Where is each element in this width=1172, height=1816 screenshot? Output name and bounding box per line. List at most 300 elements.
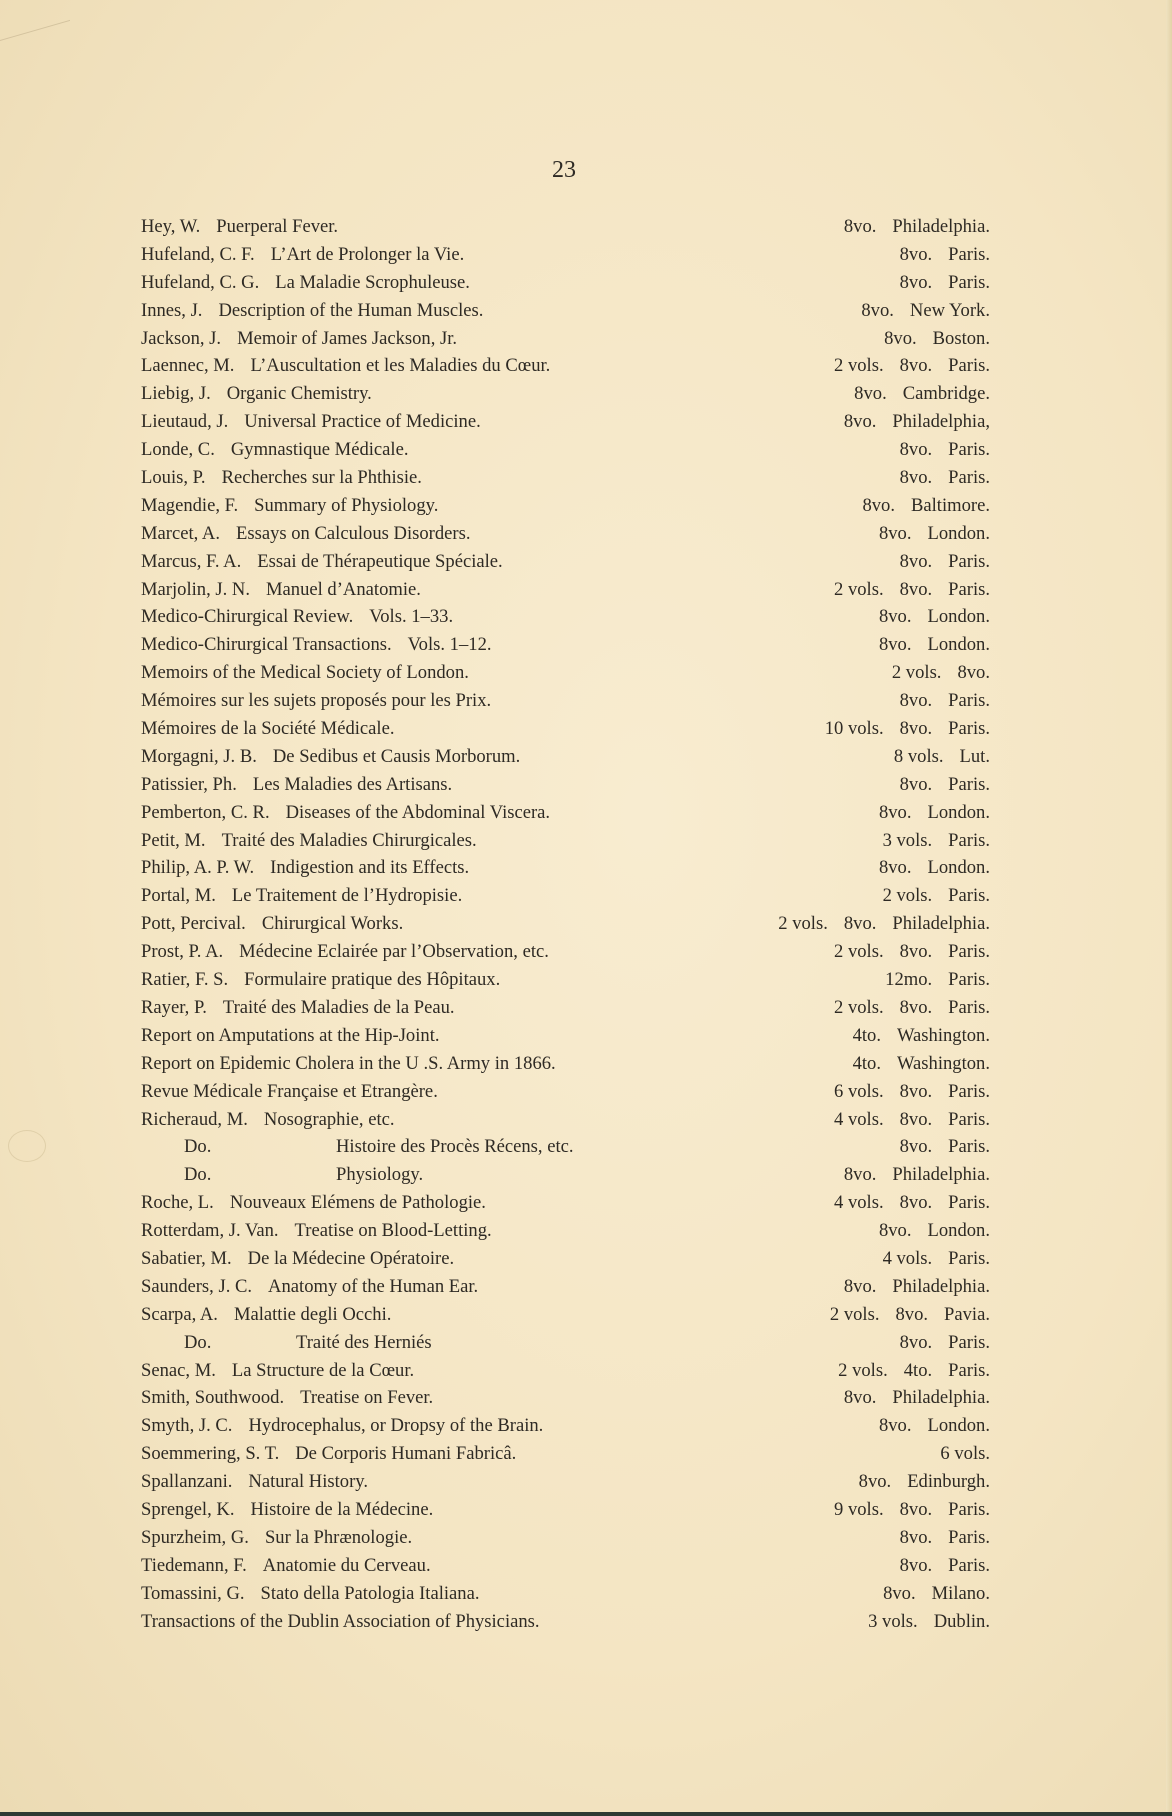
publication-detail: Paris. (948, 355, 990, 377)
entry-text (141, 1524, 412, 1552)
entry-text (141, 631, 492, 659)
bibliography-entry (0, 1022, 1172, 1050)
publication-detail: 8vo. (899, 1192, 933, 1214)
publication-detail: Baltimore. (910, 494, 990, 516)
publication-detail: Philadelphia. (892, 1387, 990, 1409)
entry-text (141, 687, 491, 715)
publication-detail: 2 vols. (882, 885, 933, 907)
entry-title: Revue Médicale Française et Etrangère. (141, 1080, 438, 1102)
entry-text (141, 827, 477, 855)
publication-detail: Paris. (948, 578, 990, 600)
entry-publication (825, 715, 990, 743)
publication-detail: 8vo. (899, 996, 933, 1018)
entry-title: Report on Amputations at the Hip-Joint. (141, 1024, 440, 1046)
entry-author: Do. (184, 1136, 212, 1158)
bibliography-entry (0, 827, 1172, 855)
entry-publication (900, 241, 990, 269)
entry-text (141, 1133, 574, 1161)
publication-detail: London. (927, 522, 990, 544)
entry-author: Portal, M. (141, 885, 216, 907)
entry-text (141, 994, 455, 1022)
scan-border (0, 1812, 1172, 1816)
publication-detail: 8vo. (899, 1526, 933, 1548)
publication-detail: 8vo. (899, 690, 933, 712)
entry-author: Marcus, F. A. (141, 550, 242, 572)
entry-publication (879, 520, 990, 548)
entry-title: Les Maladies des Artisans. (252, 773, 453, 795)
publication-detail: Paris. (948, 1192, 990, 1214)
entry-text (141, 520, 470, 548)
entry-text (141, 269, 470, 297)
entry-publication (900, 687, 990, 715)
entry-text (141, 1245, 454, 1273)
publication-detail: 8vo. (861, 299, 894, 321)
entry-author: Liebig, J. (141, 383, 211, 405)
entry-publication (883, 882, 990, 910)
entry-text (141, 213, 338, 241)
entry-publication (894, 743, 990, 771)
publication-detail: 8vo. (862, 494, 895, 516)
publication-detail: 8vo. (899, 578, 933, 600)
entry-publication (854, 380, 990, 408)
entry-author: Smyth, J. C. (141, 1415, 233, 1437)
publication-detail: 8vo. (899, 271, 933, 293)
entry-publication (838, 1357, 990, 1385)
entry-publication (879, 1217, 990, 1245)
bibliography-entry (0, 436, 1172, 464)
publication-detail: 2 vols. (834, 355, 884, 377)
publication-detail: 8vo. (843, 411, 877, 433)
publication-detail: 8vo. (899, 941, 933, 963)
bibliography-entry (0, 1496, 1172, 1524)
entry-author: Prost, P. A. (141, 941, 224, 963)
publication-detail: Paris. (948, 996, 990, 1018)
entry-title: Malattie degli Occhi. (233, 1303, 392, 1325)
entry-publication (883, 1580, 990, 1608)
bibliography-entry (0, 910, 1172, 938)
entry-author: Rayer, P. (141, 996, 207, 1018)
entry-text (141, 743, 520, 771)
publication-detail: London. (927, 1220, 990, 1242)
entry-title: Stato della Patologia Italiana. (260, 1582, 480, 1604)
entry-title: Vols. 1–12. (407, 634, 492, 656)
entry-text (141, 464, 422, 492)
entry-title: Report on Epidemic Cholera in the U .S. Army in 1866. (141, 1052, 556, 1074)
entry-title: Natural History. (248, 1471, 369, 1493)
entry-title: Anatomie du Cerveau. (262, 1554, 431, 1576)
entry-publication (861, 297, 990, 325)
publication-detail: Paris. (948, 1108, 990, 1130)
publication-detail: 8vo. (843, 1387, 877, 1409)
entry-text (141, 966, 500, 994)
bibliography-entry (0, 743, 1172, 771)
entry-publication (834, 1496, 990, 1524)
entry-publication (885, 966, 990, 994)
entry-publication (892, 659, 990, 687)
publication-detail: Philadelphia. (892, 1275, 990, 1297)
publication-detail: Paris. (948, 969, 990, 991)
publication-detail: 8vo. (858, 1471, 892, 1493)
entry-title: L’Auscultation et les Maladies du Cœur. (250, 355, 551, 377)
entry-title: Histoire de la Médecine. (250, 1498, 434, 1520)
bibliography-entry (0, 1384, 1172, 1412)
bibliography-entry (0, 1552, 1172, 1580)
entry-text (141, 1022, 440, 1050)
entry-author: Ratier, F. S. (141, 969, 229, 991)
entry-author: Richeraud, M. (141, 1108, 248, 1130)
entry-title: De Sedibus et Causis Morborum. (272, 745, 521, 767)
bibliography-entry (0, 1106, 1172, 1134)
entry-publication (834, 1078, 990, 1106)
entry-author: Marcet, A. (141, 522, 220, 544)
publication-detail: Edinburgh. (907, 1471, 990, 1493)
entry-text (141, 882, 462, 910)
bibliography-entry (0, 297, 1172, 325)
publication-detail: 4 vols. (882, 1247, 933, 1269)
bibliography-entry (0, 1245, 1172, 1273)
publication-detail: 8vo. (883, 1582, 916, 1604)
entry-publication (900, 1133, 990, 1161)
entry-author: Sprengel, K. (141, 1498, 235, 1520)
entry-author: Marjolin, J. N. (141, 578, 250, 600)
entry-author: Spurzheim, G. (141, 1526, 249, 1548)
publication-detail: 8vo. (899, 355, 933, 377)
publication-detail: 2 vols. (838, 1359, 888, 1381)
entry-publication (940, 1440, 990, 1468)
entry-publication (778, 910, 990, 938)
bibliography-entry (0, 966, 1172, 994)
bibliography-entry (0, 1217, 1172, 1245)
bibliography-entry (0, 464, 1172, 492)
entry-publication (879, 631, 990, 659)
publication-detail: 8 vols. (893, 745, 944, 767)
publication-detail: 8vo. (899, 1498, 933, 1520)
publication-detail: 8vo. (878, 606, 912, 628)
bibliography-entry (0, 799, 1172, 827)
bibliography-entry (0, 603, 1172, 631)
publication-detail: 12mo. (885, 969, 933, 991)
entry-text (141, 1078, 438, 1106)
entry-author: Morgagni, J. B. (141, 745, 257, 767)
publication-detail: 8vo. (899, 1331, 933, 1353)
publication-detail: 2 vols. (829, 1303, 880, 1325)
publication-detail: Paris. (948, 550, 990, 572)
publication-detail: Washington. (896, 1052, 990, 1074)
entry-text (141, 1580, 479, 1608)
bibliography-entry (0, 1580, 1172, 1608)
publication-detail: 8vo. (899, 718, 933, 740)
bibliography-entry (0, 520, 1172, 548)
publication-detail: 8vo. (843, 913, 877, 935)
entry-author: Magendie, F. (141, 494, 239, 516)
torn-corner (0, 0, 70, 41)
entry-title: Traité des Maladies Chirurgicales. (221, 829, 477, 851)
entry-author: Do. (184, 1331, 212, 1353)
publication-detail: 8vo. (957, 662, 990, 684)
bibliography-entry (0, 1161, 1172, 1189)
page-number: 23 (552, 157, 576, 183)
bibliography-entry (0, 1468, 1172, 1496)
publication-detail: 8vo. (884, 327, 917, 349)
entry-title: De Corporis Humani Fabricâ. (295, 1443, 517, 1465)
publication-detail: Philadelphia. (892, 913, 990, 935)
entry-author: Pott, Percival. (141, 913, 246, 935)
entry-author: Medico-Chirurgical Review. (141, 606, 354, 628)
entry-publication (900, 436, 990, 464)
publication-detail: 3 vols. (868, 1610, 918, 1632)
entry-text (141, 241, 464, 269)
entry-author: Lieutaud, J. (141, 411, 229, 433)
entry-title: Hydrocephalus, or Dropsy of the Brain. (248, 1415, 544, 1437)
publication-detail: 8vo. (895, 1303, 929, 1325)
entry-title: Médecine Eclairée par l’Observation, etc. (239, 941, 549, 963)
bibliography-entry (0, 1412, 1172, 1440)
publication-detail: Paris. (948, 1136, 990, 1158)
publication-detail: Paris. (948, 1359, 990, 1381)
entry-text (141, 1217, 492, 1245)
entry-publication (853, 1050, 990, 1078)
publication-detail: Paris. (948, 467, 990, 489)
bibliography-entry (0, 882, 1172, 910)
publication-detail: 8vo. (899, 439, 933, 461)
publication-detail: 6 vols. (834, 1080, 884, 1102)
bibliography-entry (0, 1608, 1172, 1636)
publication-detail: 2 vols. (778, 913, 828, 935)
entry-author: Sabatier, M. (141, 1247, 232, 1269)
entry-title: La Structure de la Cœur. (231, 1359, 415, 1381)
entry-publication (900, 1524, 990, 1552)
publication-detail: London. (927, 606, 990, 628)
publication-detail: Paris. (948, 885, 990, 907)
bibliography-entry (0, 1440, 1172, 1468)
publication-detail: 8vo. (878, 634, 912, 656)
publication-detail: Paris. (948, 829, 990, 851)
publication-detail: Philadelphia, (892, 411, 990, 433)
entry-publication (900, 269, 990, 297)
entry-author: Louis, P. (141, 467, 206, 489)
entry-title: L’Art de Prolonger la Vie. (270, 243, 465, 265)
entry-author: Jackson, J. (141, 327, 222, 349)
bibliography-entry (0, 1329, 1172, 1357)
publication-detail: Paris. (948, 1526, 990, 1548)
entry-title: Memoirs of the Medical Society of London. (141, 662, 469, 684)
publication-detail: Paris. (948, 1247, 990, 1269)
publication-detail: 8vo. (843, 216, 877, 237)
entry-author: Senac, M. (141, 1359, 216, 1381)
publication-detail: Paris. (948, 718, 990, 740)
entry-title: Memoir of James Jackson, Jr. (237, 327, 458, 349)
entry-title: Chirurgical Works. (261, 913, 404, 935)
bibliography-entry (0, 631, 1172, 659)
publication-detail: New York. (909, 299, 990, 321)
entry-text (141, 325, 457, 353)
publication-detail: 4to. (903, 1359, 933, 1381)
publication-detail: Paris. (948, 773, 990, 795)
entry-author: Scarpa, A. (141, 1303, 218, 1325)
entry-title: La Maladie Scrophuleuse. (275, 271, 470, 293)
publication-detail: Paris. (948, 1554, 990, 1576)
entry-publication (879, 603, 990, 631)
entry-publication (844, 408, 990, 436)
bibliography-entry (0, 994, 1172, 1022)
entry-publication (834, 938, 990, 966)
entry-publication (868, 1608, 990, 1636)
entry-text (141, 854, 469, 882)
publication-detail: 8vo. (899, 550, 933, 572)
publication-detail: 8vo. (878, 1220, 912, 1242)
entry-text (141, 715, 395, 743)
publication-detail: 8vo. (878, 522, 912, 544)
bibliography-entry (0, 715, 1172, 743)
entry-text (141, 910, 403, 938)
publication-detail: London. (927, 801, 990, 823)
entry-title: Manuel d’Anatomie. (265, 578, 421, 600)
entry-title: Transactions of the Dublin Association of Physicians. (141, 1610, 540, 1632)
bibliography-entry (0, 1189, 1172, 1217)
entry-text (141, 1468, 368, 1496)
bibliography-entry (0, 241, 1172, 269)
entry-author: Hey, W. (141, 216, 201, 237)
publication-detail: Milano. (931, 1582, 990, 1604)
entry-text (141, 576, 421, 604)
publication-detail: London. (927, 1415, 990, 1437)
entry-publication (900, 1552, 990, 1580)
entry-title: Essai de Thérapeutique Spéciale. (257, 550, 503, 572)
publication-detail: Washington. (896, 1024, 990, 1046)
entry-author: Do. (184, 1164, 212, 1186)
entry-text (141, 1384, 433, 1412)
publication-detail: 4to. (852, 1052, 881, 1074)
publication-detail: 8vo. (843, 1275, 877, 1297)
publication-detail: 8vo. (878, 1415, 912, 1437)
entry-title: Organic Chemistry. (226, 383, 372, 405)
bibliography-entry (0, 1133, 1172, 1161)
publication-detail: 8vo. (899, 1136, 933, 1158)
entry-text (141, 1050, 556, 1078)
publication-detail: 2 vols. (834, 996, 884, 1018)
entry-publication (844, 1273, 990, 1301)
bibliography-entry (0, 269, 1172, 297)
bibliography-entry (0, 771, 1172, 799)
publication-detail: 8vo. (854, 383, 887, 405)
entry-title: De la Médecine Opératoire. (247, 1247, 455, 1269)
publication-detail: Paris. (948, 1498, 990, 1520)
entry-author: Saunders, J. C. (141, 1275, 253, 1297)
entry-title: Anatomy of the Human Ear. (268, 1275, 479, 1297)
publication-detail: 8vo. (899, 467, 933, 489)
bibliography-entry (0, 548, 1172, 576)
bibliography-entry (0, 325, 1172, 353)
bibliography-entry (0, 492, 1172, 520)
entry-publication (883, 1245, 990, 1273)
entry-title: Le Traitement de l’Hydropisie. (231, 885, 463, 907)
publication-detail: London. (927, 634, 990, 656)
entry-publication (844, 213, 990, 241)
bibliography-entry (0, 938, 1172, 966)
entry-author: Tomassini, G. (141, 1582, 245, 1604)
bibliography-entry (0, 1301, 1172, 1329)
bibliography-entry (0, 687, 1172, 715)
publication-detail: 8vo. (899, 243, 933, 265)
publication-detail: Paris. (948, 690, 990, 712)
entry-text (141, 1189, 486, 1217)
publication-detail: Paris. (948, 243, 990, 265)
entry-publication (834, 994, 990, 1022)
publication-detail: 2 vols. (834, 941, 884, 963)
entry-text (141, 659, 469, 687)
entry-text (141, 1273, 478, 1301)
entry-title: Treatise on Fever. (300, 1387, 434, 1409)
entry-text (141, 1496, 433, 1524)
entry-author: Innes, J. (141, 299, 203, 321)
entry-title: Sur la Phrænologie. (264, 1526, 413, 1548)
entry-publication (879, 1412, 990, 1440)
bibliography-entry (0, 1050, 1172, 1078)
publication-detail: Philadelphia. (892, 1164, 990, 1186)
entry-title: Physiology. (336, 1164, 424, 1186)
publication-detail: London. (927, 857, 990, 879)
bibliography-list (0, 213, 1172, 1635)
publication-detail: Paris. (948, 1080, 990, 1102)
entry-text (141, 408, 481, 436)
entry-text (141, 938, 549, 966)
entry-author: Smith, Southwood. (141, 1387, 285, 1409)
publication-detail: 4to. (852, 1024, 881, 1046)
entry-text (141, 436, 408, 464)
entry-author: Rotterdam, J. Van. (141, 1220, 279, 1242)
entry-title: Mémoires sur les sujets proposés pour les Prix. (141, 690, 492, 712)
entry-title: Formulaire pratique des Hôpitaux. (244, 969, 501, 991)
publication-detail: 9 vols. (834, 1498, 884, 1520)
publication-detail: Pavia. (944, 1303, 990, 1325)
bibliography-entry (0, 1357, 1172, 1385)
entry-publication (853, 1022, 990, 1050)
entry-title: Summary of Physiology. (254, 494, 439, 516)
entry-title: Essays on Calculous Disorders. (236, 522, 471, 544)
entry-author: Medico-Chirurgical Transactions. (141, 634, 392, 656)
bibliography-entry (0, 1524, 1172, 1552)
publication-detail: Lut. (959, 745, 990, 767)
entry-title: Vols. 1–33. (369, 606, 454, 628)
entry-title: Mémoires de la Société Médicale. (141, 718, 395, 740)
entry-text (141, 492, 438, 520)
entry-publication (844, 1384, 990, 1412)
entry-publication (884, 325, 990, 353)
entry-author: Petit, M. (141, 829, 206, 851)
publication-detail: Dublin. (933, 1610, 990, 1632)
entry-publication (834, 576, 990, 604)
publication-detail: 8vo. (899, 1554, 933, 1576)
entry-title: Puerperal Fever. (216, 216, 339, 237)
entry-publication (859, 1468, 990, 1496)
entry-title: Gymnastique Médicale. (230, 439, 409, 461)
entry-text (141, 1608, 540, 1636)
bibliography-entry (0, 408, 1172, 436)
publication-detail: 8vo. (899, 773, 933, 795)
entry-author: Tiedemann, F. (141, 1554, 247, 1576)
entry-publication (883, 827, 990, 855)
publication-detail: 4 vols. (834, 1108, 884, 1130)
entry-title: Diseases of the Abdominal Viscera. (285, 801, 551, 823)
bibliography-entry (0, 659, 1172, 687)
entry-text (141, 1329, 432, 1357)
publication-detail: 8vo. (899, 1108, 933, 1130)
entry-publication (834, 1189, 990, 1217)
publication-detail: Cambridge. (902, 383, 990, 405)
entry-title: Universal Practice of Medicine. (244, 411, 481, 433)
entry-text (141, 1440, 516, 1468)
publication-detail: Boston. (932, 327, 990, 349)
